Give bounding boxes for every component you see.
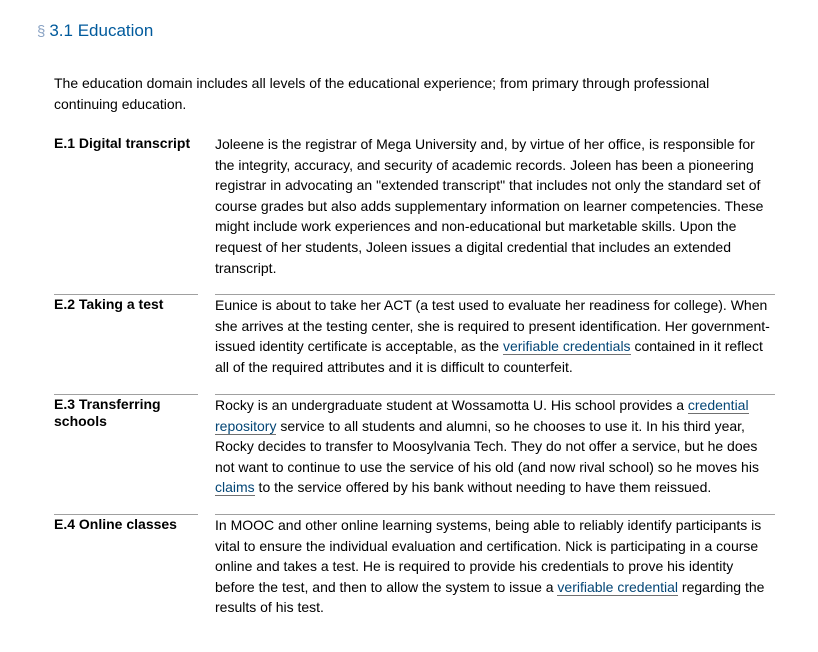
entry-term-transferring-schools: E.3 Transferring schools bbox=[54, 394, 198, 430]
entry-desc-text: In MOOC and other online learning systems, being able to reliably identify participants is vital to ensure the individual evaluation and certification. Nick is participating in a course online and takes a test. He is required to provide his credentials to prove his identity before the test, and then to allow the system to issue a bbox=[215, 517, 762, 595]
intro-paragraph: The education domain includes all levels of the educational experience; from primary through professional continuing education. bbox=[54, 75, 710, 112]
entry-desc-online-classes bbox=[215, 514, 775, 618]
link-claims[interactable]: claims bbox=[215, 479, 255, 496]
section-heading bbox=[37, 21, 153, 42]
entry-term-taking-a-test: E.2 Taking a test bbox=[54, 294, 198, 313]
link-verifiable-credentials[interactable]: verifiable credentials bbox=[502, 338, 631, 355]
entry-term-digital-transcript: E.1 Digital transcript bbox=[54, 135, 191, 151]
entry-desc-digital-transcript: Joleene is the registrar of Mega University and, by virtue of her office, is responsible for the integrity, accuracy, and security of academic records. Joleen has been a pioneering registrar in advocating an "extended transcript" that includes not only the standard set of course grades but also adds supplementary information on learner competencies. These might include work experiences and non-educational but marketable skills. Upon the request of her students, Joleen issues a digital credential that includes an extended transcript. bbox=[215, 136, 764, 276]
section-number: 3.1 bbox=[49, 21, 73, 40]
entry-desc-transferring-schools bbox=[215, 394, 775, 498]
entry-desc-text: to the service offered by his bank without needing to have them reissued. bbox=[254, 479, 712, 496]
link-verifiable-credential[interactable]: verifiable credential bbox=[557, 578, 679, 595]
entry-desc-taking-a-test bbox=[215, 294, 775, 377]
entry-desc-text: contained in it reflect all of the required attributes and it is difficult to counterfeit. bbox=[215, 338, 763, 375]
entry-desc-text: regarding the results of his test. bbox=[215, 578, 765, 616]
entry-desc-text: service to all students and alumni, so he chooses to use it. In his third year, Rocky decides to transfer to Moosylvania Tech. They do not offer a service, but he does not want to continue to use the service of his old (and now rival school) so he moves his bbox=[215, 417, 759, 475]
entry-desc-text: Rocky is an undergraduate student at Wossamotta U. His school provides a bbox=[215, 397, 688, 413]
section-title: Education bbox=[77, 21, 154, 40]
entry-desc-text: Eunice is about to take her ACT (a test used to evaluate her readiness for college). When she arrives at the testing center, she is required to present identification. Her government-issued identity certificate is acceptable, as the bbox=[215, 297, 770, 355]
entry-term-online-classes: E.4 Online classes bbox=[54, 514, 198, 533]
link-credential-repository[interactable]: credential repository bbox=[215, 397, 749, 434]
section-anchor-icon[interactable]: § bbox=[37, 23, 46, 40]
